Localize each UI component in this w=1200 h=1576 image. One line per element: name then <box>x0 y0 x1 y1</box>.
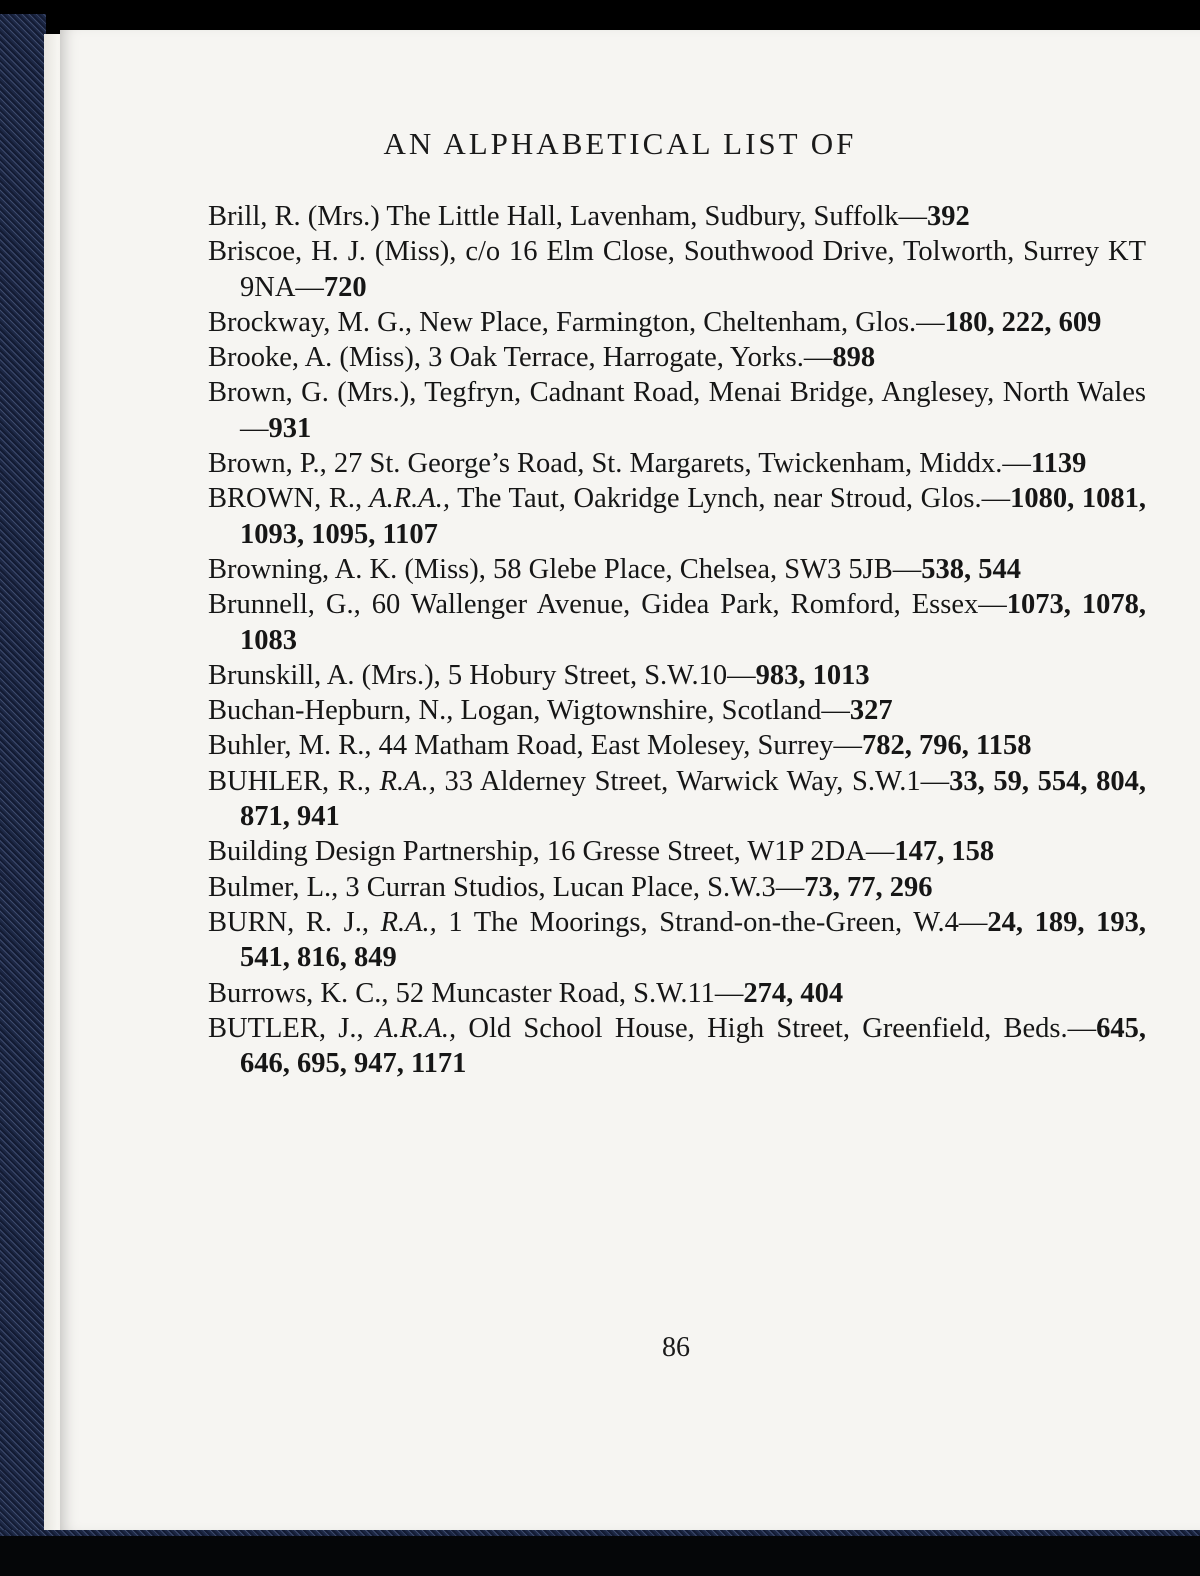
list-entry <box>208 834 1146 869</box>
entry-numbers: 147, 158 <box>894 836 995 868</box>
entry-name: Building Design Partnership, <box>208 836 540 868</box>
entry-numbers: 1073, 1078, 1083 <box>240 589 1147 656</box>
entry-numbers: 645, 646, 695, 947, 1171 <box>240 1012 1146 1080</box>
entry-name: Brockway, M. G., <box>208 306 412 338</box>
entry-name: Briscoe, H. J. (Miss), <box>208 236 457 268</box>
entry-numbers: 538, 544 <box>921 553 1021 585</box>
list-entry <box>208 693 1146 728</box>
list-entry <box>208 481 1146 552</box>
entry-address: 60 Wallenger Avenue, Gidea Park, Romford, Essex— <box>360 589 1007 621</box>
entry-address: 16 Gresse Street, W1P 2DA— <box>539 836 895 868</box>
list-entry <box>208 764 1146 835</box>
entry-address: 44 Matham Road, East Molesey, Surrey— <box>371 730 863 762</box>
entry-address: 3 Oak Terrace, Harrogate, Yorks.— <box>420 342 833 374</box>
entry-address: New Place, Farmington, Cheltenham, Glos.— <box>411 306 945 338</box>
list-entry <box>208 658 1146 693</box>
entry-address: 3 Curran Studios, Lucan Place, S.W.3— <box>338 871 805 903</box>
entry-title: A.R.A., <box>363 1012 457 1044</box>
entry-name: Brunskill, A. (Mrs.), <box>208 659 441 691</box>
page-heading: AN ALPHABETICAL LIST OF <box>383 126 857 161</box>
list-entry <box>208 905 1146 976</box>
bottom-background <box>0 1536 1200 1576</box>
entry-name: Brooke, A. (Miss), <box>208 342 421 374</box>
entry-address: 1 The Moorings, Strand-on-the-Green, W.4— <box>436 906 988 938</box>
list-entry <box>208 446 1146 481</box>
entry-name: Browning, A. K. (Miss), <box>208 553 486 585</box>
list-entry <box>208 340 1146 375</box>
entry-numbers: 327 <box>849 695 893 727</box>
entry-name: BURN, R. J., <box>208 906 369 938</box>
entry-address: The Little Hall, Lavenham, Sudbury, Suffolk— <box>379 201 928 232</box>
entry-name: BUHLER, R., <box>208 765 372 797</box>
top-background <box>0 0 1200 34</box>
entry-numbers: 392 <box>927 201 970 232</box>
list-entry <box>208 870 1146 905</box>
entry-name: Brill, R. (Mrs.) <box>208 201 380 232</box>
entry-address: Logan, Wigtownshire, Scotland— <box>453 695 850 727</box>
entry-numbers: 73, 77, 296 <box>804 871 933 903</box>
entry-numbers: 1080, 1081, 1093, 1095, 1107 <box>240 483 1147 550</box>
entry-address: 27 St. George’s Road, St. Margarets, Twickenham, Middx.— <box>326 448 1031 480</box>
entry-numbers: 931 <box>268 412 312 444</box>
page-number: 86 <box>662 1332 690 1363</box>
entry-numbers: 33, 59, 554, 804, 871, 941 <box>240 765 1147 833</box>
entry-name: Brunnell, G., <box>208 589 361 621</box>
entry-numbers: 274, 404 <box>743 977 844 1009</box>
entry-address: The Taut, Oakridge Lynch, near Stroud, Glos.— <box>449 483 1011 515</box>
list-entry <box>208 1011 1146 1082</box>
entry-title: A.R.A., <box>362 483 450 515</box>
entry-name: BROWN, R., <box>208 483 363 515</box>
entry-name: Buhler, M. R., <box>208 730 372 762</box>
entry-numbers: 180, 222, 609 <box>944 306 1102 338</box>
list-entry <box>208 375 1146 446</box>
entry-name: Bulmer, L., <box>208 871 339 903</box>
entry-numbers: 782, 796, 1158 <box>862 730 1032 762</box>
entry-name: BUTLER, J., <box>208 1012 364 1044</box>
entry-numbers: 24, 189, 193, 541, 816, 849 <box>240 906 1146 974</box>
entry-name: Buchan-Hepburn, N., <box>208 695 454 727</box>
entry-numbers: 720 <box>323 271 367 303</box>
list-entry <box>208 976 1146 1011</box>
list-entry <box>208 552 1146 587</box>
entry-numbers: 983, 1013 <box>755 659 870 691</box>
list-entry <box>208 305 1146 340</box>
entry-name: Brown, G. (Mrs.), <box>208 377 417 409</box>
entry-title: R.A., <box>371 765 436 797</box>
list-entry <box>208 728 1146 763</box>
entry-title: R.A., <box>369 906 437 938</box>
entry-numbers: 898 <box>832 342 876 374</box>
book-cover-edge <box>0 14 46 1544</box>
entry-address: 52 Muncaster Road, S.W.11— <box>388 977 744 1009</box>
list-entry <box>208 234 1146 305</box>
entry-address: Tegfryn, Cadnant Road, Menai Bridge, Anglesey, North Wales— <box>240 377 1146 444</box>
entry-address: Old School House, High Street, Greenfield, Beds.— <box>456 1012 1097 1044</box>
list-entry <box>208 587 1146 658</box>
entry-address: 33 Alderney Street, Warwick Way, S.W.1— <box>435 765 950 797</box>
entry-name: Brown, P., <box>208 448 327 480</box>
entry-address: c/o 16 Elm Close, Southwood Drive, Tolworth, Surrey KT 9NA— <box>240 236 1147 303</box>
entry-numbers: 1139 <box>1030 448 1087 480</box>
entry-name: Burrows, K. C., <box>208 977 389 1009</box>
list-entry <box>208 199 1146 234</box>
entry-address: 58 Glebe Place, Chelsea, SW3 5JB— <box>485 553 922 585</box>
entry-list <box>208 199 1146 1081</box>
entry-address: 5 Hobury Street, S.W.10— <box>440 659 756 691</box>
